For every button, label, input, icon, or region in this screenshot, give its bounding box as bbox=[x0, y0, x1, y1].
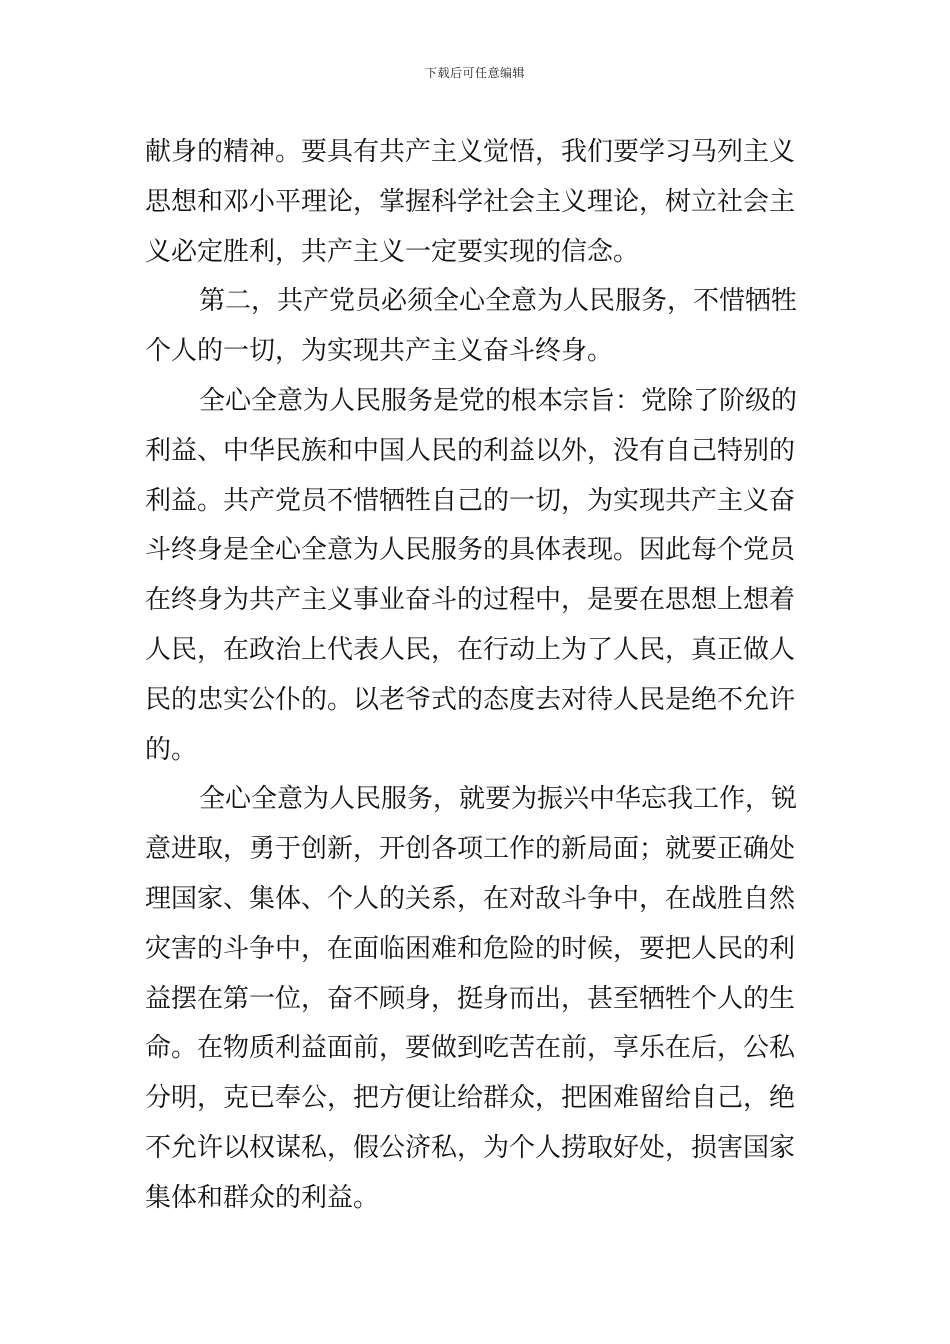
text-line: 意进取，勇于创新，开创各项工作的新局面；就要正确处 bbox=[145, 834, 796, 865]
text-line: 人民，在政治上代表人民，在行动上为了人民，真正做人 bbox=[145, 634, 796, 665]
document-body bbox=[145, 128, 810, 1224]
text-line: 的。 bbox=[145, 734, 198, 765]
text-line: 在终身为共产主义事业奋斗的过程中，是要在思想上想着 bbox=[145, 585, 796, 616]
text-line: 命。在物质利益面前，要做到吃苦在前，享乐在后，公私 bbox=[145, 1033, 796, 1064]
text-line: 民的忠实公仆的。以老爷式的态度去对待人民是绝不允许 bbox=[145, 684, 796, 715]
text-line: 思想和邓小平理论，掌握科学社会主义理论，树立社会主 bbox=[145, 186, 796, 217]
text-line: 分明，克已奉公，把方便让给群众，把困难留给自己，绝 bbox=[145, 1083, 796, 1114]
text-line: 集体和群众的利益。 bbox=[145, 1182, 380, 1213]
paragraph-start-line: 第二，共产党员必须全心全意为人民服务，不惜牺牲 bbox=[199, 286, 798, 317]
text-line: 灾害的斗争中，在面临困难和危险的时候，要把人民的利 bbox=[145, 933, 796, 964]
text-line: 利益。共产党员不惜牺牲自己的一切，为实现共产主义奋 bbox=[145, 485, 796, 516]
paragraph-start-line: 全心全意为人民服务是党的根本宗旨：党除了阶级的 bbox=[199, 385, 798, 416]
text-line: 义必定胜利，共产主义一定要实现的信念。 bbox=[145, 236, 640, 267]
text-line: 献身的精神。要具有共产主义觉悟，我们要学习马列主义 bbox=[145, 137, 796, 167]
paragraph-start-line: 全心全意为人民服务，就要为振兴中华忘我工作，锐 bbox=[199, 784, 798, 815]
text-line: 个人的一切，为实现共产主义奋斗终身。 bbox=[145, 336, 614, 367]
text-line: 理国家、集体、个人的关系，在对敌斗争中，在战胜自然 bbox=[145, 883, 796, 914]
text-line: 利益、中华民族和中国人民的利益以外，没有自己特别的 bbox=[145, 435, 796, 466]
header-note: 下载后可任意编辑 bbox=[424, 66, 525, 80]
text-line: 不允许以权谋私，假公济私，为个人捞取好处，损害国家 bbox=[145, 1132, 796, 1163]
text-line: 斗终身是全心全意为人民服务的具体表现。因此每个党员 bbox=[145, 535, 796, 566]
text-line: 益摆在第一位，奋不顾身，挺身而出，甚至牺牲个人的生 bbox=[145, 983, 796, 1014]
